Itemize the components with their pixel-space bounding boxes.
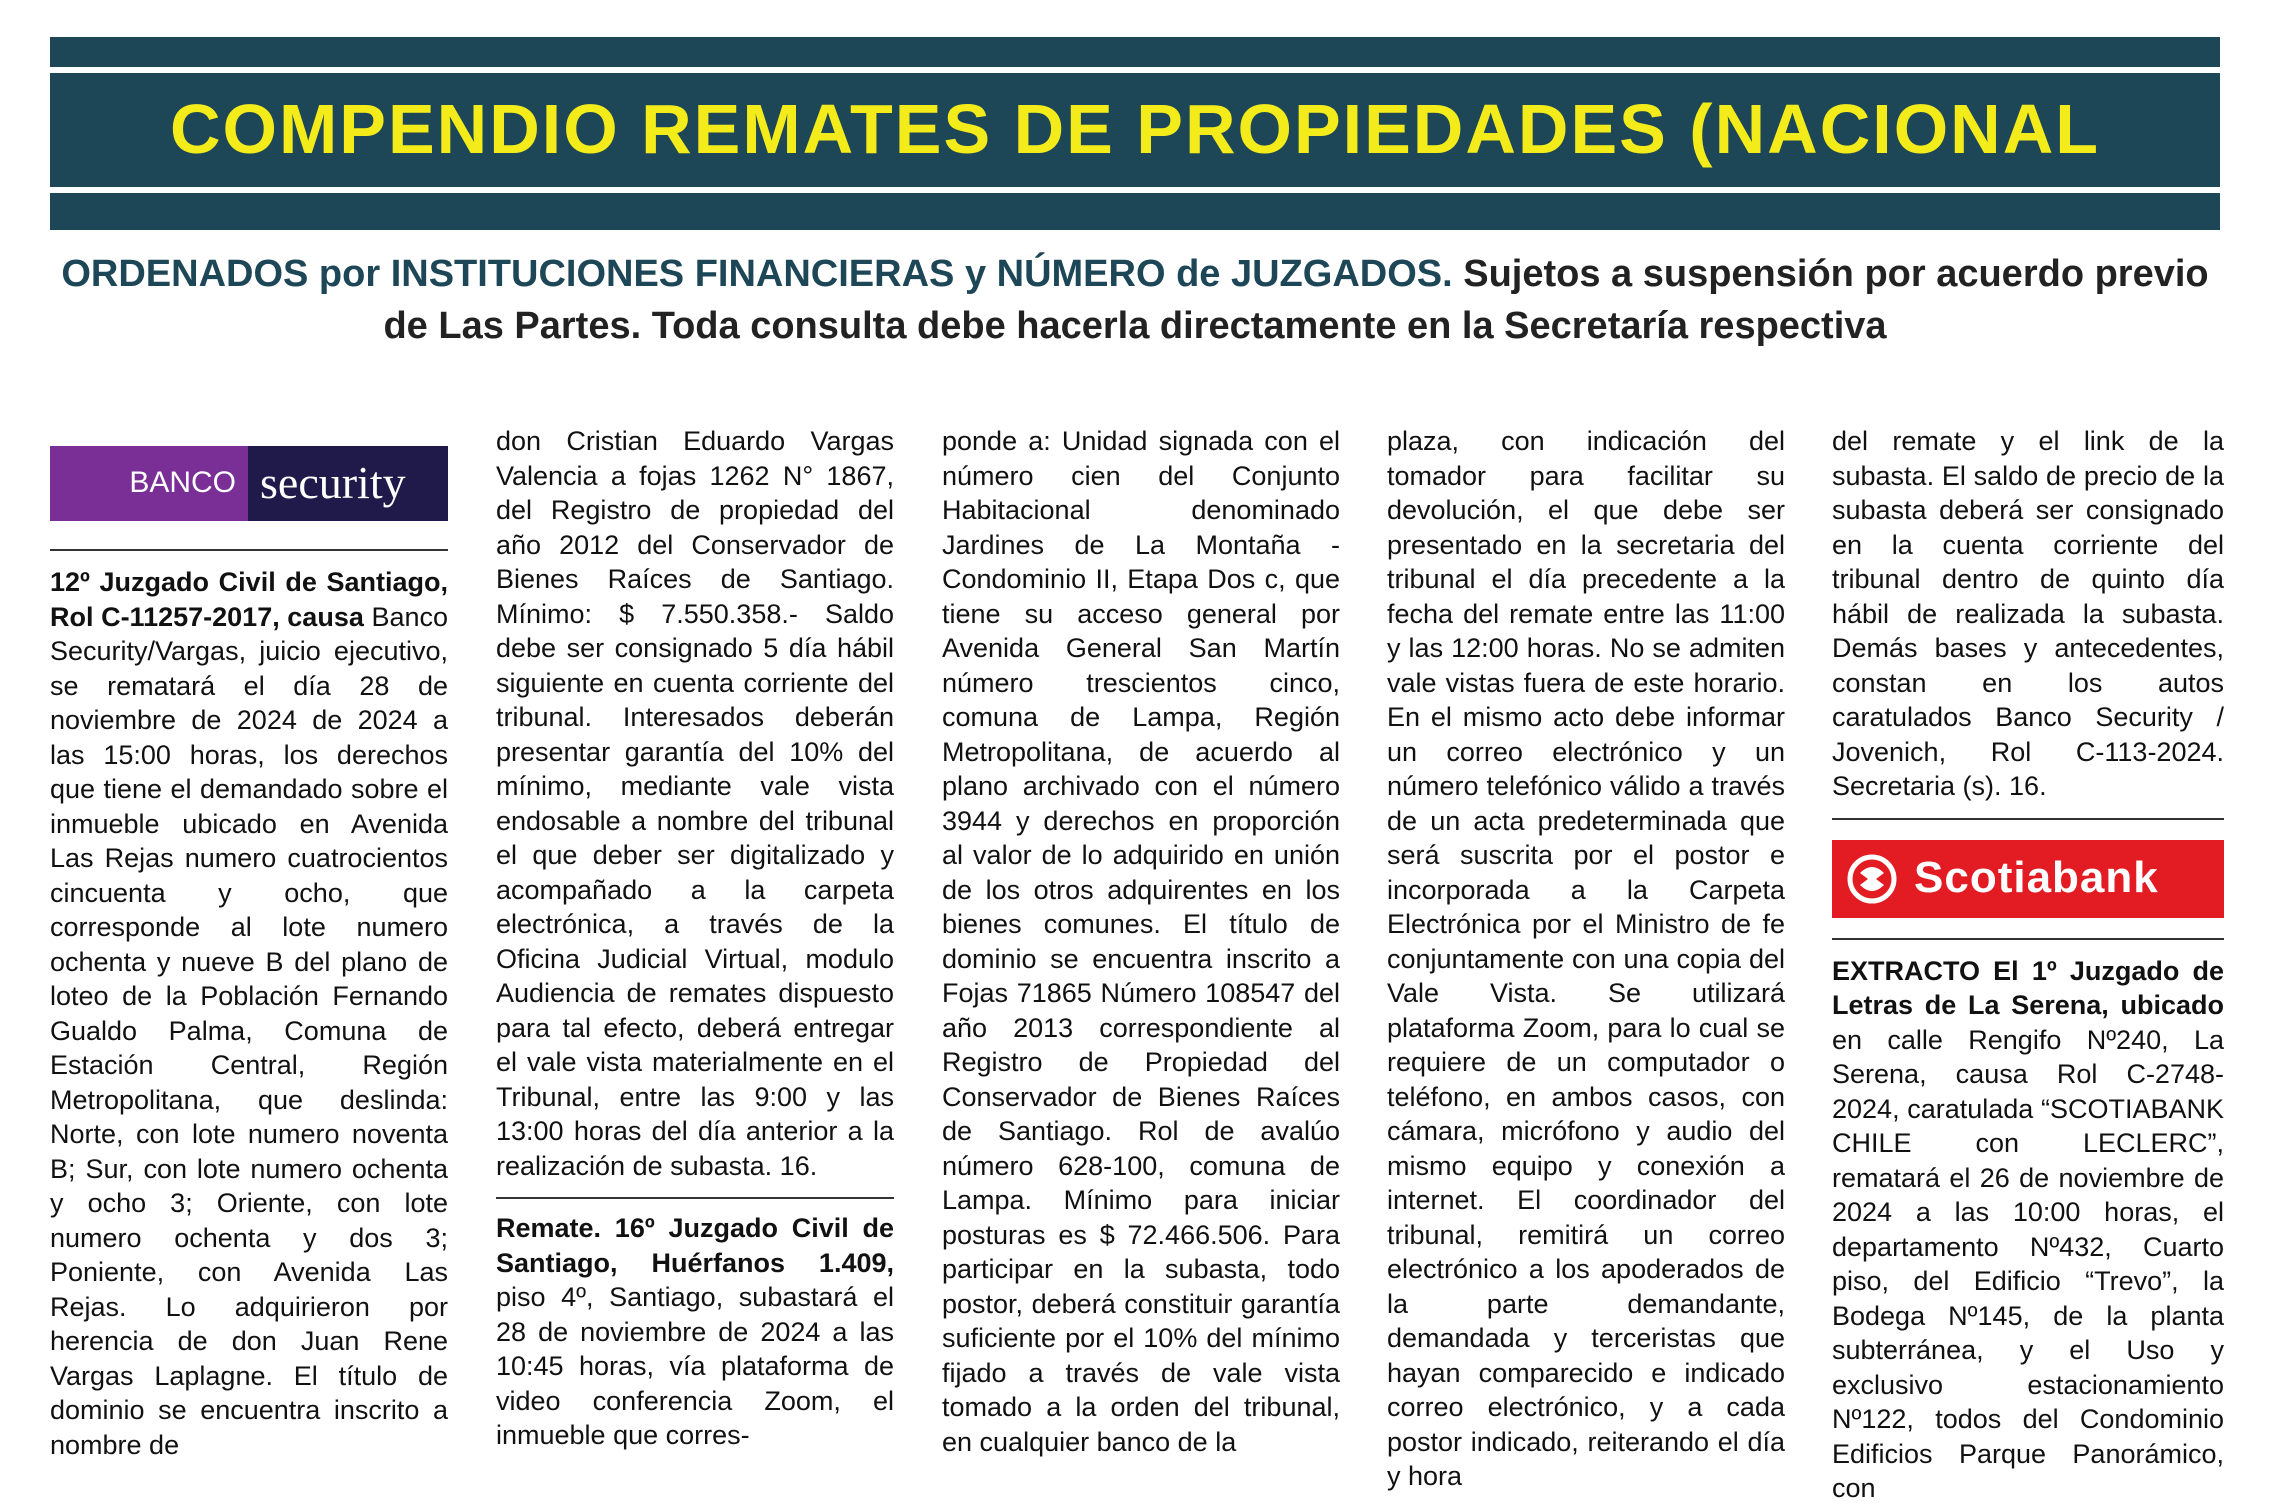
logo-security-text: security — [248, 446, 448, 521]
notice-continuation: plaza, con indicación del tomador para facilitar su devolución, el que debe ser presentado en la secretaria del tribunal el día precedente a la fecha del remate entre las 11:00 y las 12:00 horas. No se admiten vale vistas fuera de este horario. En el mismo acto debe informar un correo electrónico y un número telefónico válido a través de un acta predeterminada que será suscrita por el postor e incorporada a la Carpeta Electrónica por el Ministro de fe conjuntamente con una copia del Vale Vista. Se utilizará plataforma Zoom, para lo cual se requiere de un computador o teléfono, en ambos casos, con cámara, micrófono y audio del mismo equipo y conexión a internet. El coordinador del tribunal, remitirá un correo electrónico a los apoderados de la parte demandante, demandada y terceristas que hayan comparecido e indicado correo electrónico, y a cada postor indicado, reiterando el día y hora — [1387, 426, 1785, 1491]
column-5 — [1832, 424, 2224, 1506]
notice-continuation: del remate y el link de la subasta. El saldo de precio de la subasta deberá ser consignado en la cuenta corriente del tribunal dentro de quinto día hábil de realizada la subasta. Demás bases y antecedentes, constan en los autos caratulados Banco Security / Jovenich, Rol C-113-2024. Secretaria (s). 16. — [1832, 426, 2224, 801]
notice-heading: Remate. 16º Juzgado Civil de Santiago, Huérfanos 1.409, — [496, 1213, 894, 1278]
notice-body: piso 4º, Santiago, subastará el 28 de noviembre de 2024 a las 10:45 horas, vía plataforma de video conferencia Zoom, el inmueble que corres- — [496, 1282, 894, 1450]
page-title: COMPENDIO REMATES DE PROPIEDADES (NACIONAL — [169, 90, 2101, 168]
notice-security-vargas — [50, 565, 448, 1462]
divider — [496, 1197, 894, 1199]
subtitle-highlight: ORDENADOS por INSTITUCIONES FINANCIERAS y NÚMERO de JUZGADOS. — [61, 253, 1453, 295]
notice-heading: 12º Juzgado Civil de Santiago, Rol C-11257-2017, causa — [50, 567, 448, 632]
scotiabank-emblem-icon — [1846, 853, 1898, 905]
notice-body: Banco Security/Vargas, juicio ejecutivo, se rematará el día 28 de noviembre de 2024 de 2024 a las 15:00 horas, los derechos que tiene el demandado sobre el inmueble ubicado en Avenida Las Rejas numero cuatrocientos cincuenta y ocho, que corresponde al lote numero ochenta y nueve B del plano de loteo de la Población Fernando Gualdo Palma, Comuna de Estación Central, Región Metropolitana, que deslinda: Norte, con lote numero noventa B; Sur, con lote numero ochenta y ocho 3; Oriente, con lote numero ochenta y dos 3; Poniente, con Avenida Las Rejas. Lo adquirieron por herencia de don Juan Rene Vargas Laplagne. El título de dominio se encuentra inscrito a nombre de — [50, 601, 448, 1460]
banner-top-line — [50, 67, 2220, 73]
notice-16-juzgado — [496, 1211, 894, 1453]
subtitle — [60, 248, 2210, 352]
column-4 — [1387, 424, 1785, 1494]
title-banner — [50, 37, 2220, 230]
notice-continuation: ponde a: Unidad signada con el número cien del Conjunto Habitacional denominado Jardines de La Montaña - Condominio II, Etapa Dos c, que tiene su acceso general por Avenida General San Martín número trescientos cinco, comuna de Lampa, Región Metropolitana, de acuerdo al plano archivado con el número 3944 y derechos en proporción al valor de lo adquirido en unión de los otros adquirentes en los bienes comunes. El título de dominio se encuentra inscrito a Fojas 71865 Número 108547 del año 2013 correspondiente al Registro de Propiedad del Conservador de Bienes Raíces de Santiago. Rol de avalúo número 628-100, comuna de Lampa. Mínimo para iniciar posturas es $ 72.466.506. Para participar en la subasta, todo postor, deberá constituir garantía suficiente por el 10% del mínimo fijado a través de vale vista tomado a la orden del tribunal, en cualquier banco de la — [942, 426, 1340, 1457]
column-2 — [496, 424, 894, 1453]
banner-bottom-line — [50, 187, 2220, 193]
notice-scotiabank-leclerc — [1832, 954, 2224, 1506]
banco-security-logo — [50, 446, 448, 521]
divider — [1832, 818, 2224, 820]
scotiabank-logo — [1832, 840, 2224, 918]
scotiabank-logo-text: Scotiabank — [1914, 853, 2159, 903]
notice-body: en calle Rengifo Nº240, La Serena, causa Rol C-2748-2024, caratulada “SCOTIABANK CHILE con LECLERC”, rematará el 26 de noviembre de 2024 a las 10:00 horas, el departamento Nº432, Cuarto piso, del Edificio “Trevo”, la Bodega Nº145, de la planta subterránea, y el Uso y exclusivo estacionamiento Nº122, todos del Condominio Edificios Parque Panorámico, con — [1832, 1024, 2224, 1503]
column-1 — [50, 422, 448, 1462]
subtitle-text: Sujetos a suspensión por acuerdo previo de Las Partes. Toda consulta debe hacerla directamente en la Secretaría respectiva — [383, 253, 2209, 347]
divider — [1832, 938, 2224, 940]
divider — [50, 549, 448, 551]
logo-banco-text: BANCO — [50, 446, 248, 521]
notice-heading: EXTRACTO El 1º Juzgado de Letras de La Serena, ubicado — [1832, 955, 2224, 1020]
notice-continuation: don Cristian Eduardo Vargas Valencia a fojas 1262 N° 1867, del Registro de propiedad del año 2012 del Conservador de Bienes Raíces de Santiago. Mínimo: $ 7.550.358.- Saldo debe ser consignado 5 día hábil siguiente en cuenta corriente del tribunal. Interesados deberán presentar garantía del 10% del mínimo, mediante vale vista endosable a nombre del tribunal el que deber ser digitalizado y acompañado a la carpeta electrónica, a través de la Oficina Judicial Virtual, modulo Audiencia de remates dispuesto para tal efecto, deberá entregar el vale vista materialmente en el Tribunal, entre las 9:00 y las 13:00 horas del día anterior a la realización de subasta. 16. — [496, 426, 894, 1181]
column-3 — [942, 424, 1340, 1459]
